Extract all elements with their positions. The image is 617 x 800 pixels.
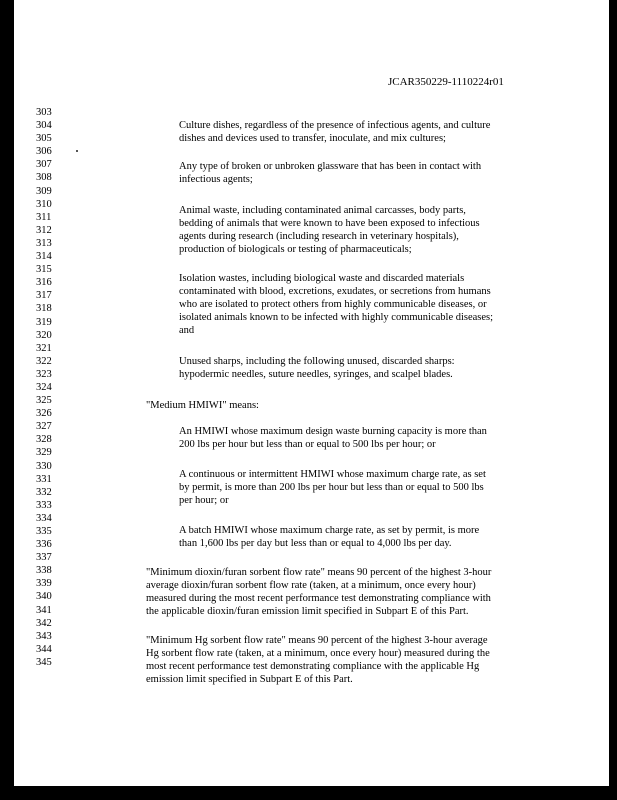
line-number: 335 [36,526,52,537]
line-number: 316 [36,277,52,289]
line-number: 303 [36,107,52,118]
line-number: 311 [36,211,52,223]
document-page [14,0,609,786]
paragraph-unused-sharps: Unused sharps, including the following unused, discarded sharps: hypodermic needles, suture needles, syringes, and scalpel blades. [179,356,455,381]
line-number: 344 [36,643,52,655]
line-number: 339 [36,578,52,590]
document-id: JCAR350229-1110224r01 [388,76,504,88]
line-number: 322 [36,355,52,367]
line-number: 336 [36,539,52,551]
line-number: 333 [36,499,52,511]
paragraph-culture-dishes: Culture dishes, regardless of the presence of infectious agents, and culture dishes and devices used to transfer, inoculate, and mix cultures; [179,120,491,145]
paragraph-medium-c: A batch HMIWI whose maximum charge rate, as set by permit, is more than 1,600 lbs per day but less than or equal to 4,000 lbs per day. [179,525,480,550]
line-number: 304 [36,120,52,132]
line-number: 326 [36,408,52,420]
line-number: 329 [36,447,52,459]
line-number: 305 [36,133,52,145]
document-body [14,0,609,786]
line-number: 325 [36,395,52,407]
line-number: 337 [36,552,52,564]
line-number: 314 [36,251,52,263]
line-number: 338 [36,565,52,577]
line-number: 308 [36,172,52,184]
line-number: 341 [36,604,52,616]
line-number: 328 [36,434,52,446]
definition-min-hg-sorbent: "Minimum Hg sorbent flow rate" means 90 percent of the highest 3-hour average Hg sorbent flow rate (taken, at a minimum, once every hour) measured during the most recent performance test demonstrating compliance with the applicable Hg emission limit specified in Subpart E of this Part. [146,635,490,686]
line-number: 324 [36,381,52,393]
line-number: 342 [36,617,52,629]
definition-medium-hmiwi: "Medium HMIWI" means: [146,400,259,411]
line-number: 332 [36,486,52,498]
line-number: 315 [36,264,52,276]
line-number: 320 [36,329,52,341]
line-number: 306 [36,146,52,158]
paragraph-broken-glassware: Any type of broken or unbroken glassware that has been in contact with infectious agents; [179,161,482,186]
line-number: 318 [36,303,52,315]
line-number: 321 [36,342,52,354]
line-number: 310 [36,198,52,210]
line-number: 307 [36,159,52,171]
line-number: 313 [36,237,52,249]
line-number: 340 [36,591,52,603]
paragraph-medium-b: A continuous or intermittent HMIWI whose maximum charge rate, as set by permit, is more than 200 lbs per hour but less than or equal to 500 lbs per hour; or [179,469,486,507]
paragraph-isolation-wastes: Isolation wastes, including biological waste and discarded materials contaminated with blood, excretions, exudates, or secretions from humans who are isolated to protect others from highly communicable diseases, or isolated animals known to be infected with highly communicable diseases; and [179,273,494,337]
paragraph-animal-waste: Animal waste, including contaminated animal carcasses, body parts, bedding of animals that were known to have been exposed to infectious agents during research (including research in veterinary hospitals), production of biologicals or testing of pharmaceuticals; [179,205,480,256]
line-number: 343 [36,630,52,642]
line-number: 319 [36,316,52,328]
line-number: 309 [36,185,52,197]
paragraph-medium-a: An HMIWI whose maximum design waste burning capacity is more than 200 lbs per hour but less than or equal to 500 lbs per hour; or [179,426,487,451]
line-number: 317 [36,290,52,302]
line-number: 327 [36,421,52,433]
line-number: 331 [36,473,52,485]
line-number: 330 [36,460,52,472]
definition-min-dioxin-furan: "Minimum dioxin/furan sorbent flow rate" means 90 percent of the highest 3-hour average dioxin/furan sorbent flow rate (taken, at a minimum, once every hour) measured during the most recent performance test demonstrating compliance with the applicable dioxin/furan emission limit specified in Subpart E of this Part. [146,567,492,618]
line-number: 345 [36,656,52,668]
line-number: 334 [36,512,52,524]
line-number: 323 [36,368,52,380]
line-number: 312 [36,224,52,236]
